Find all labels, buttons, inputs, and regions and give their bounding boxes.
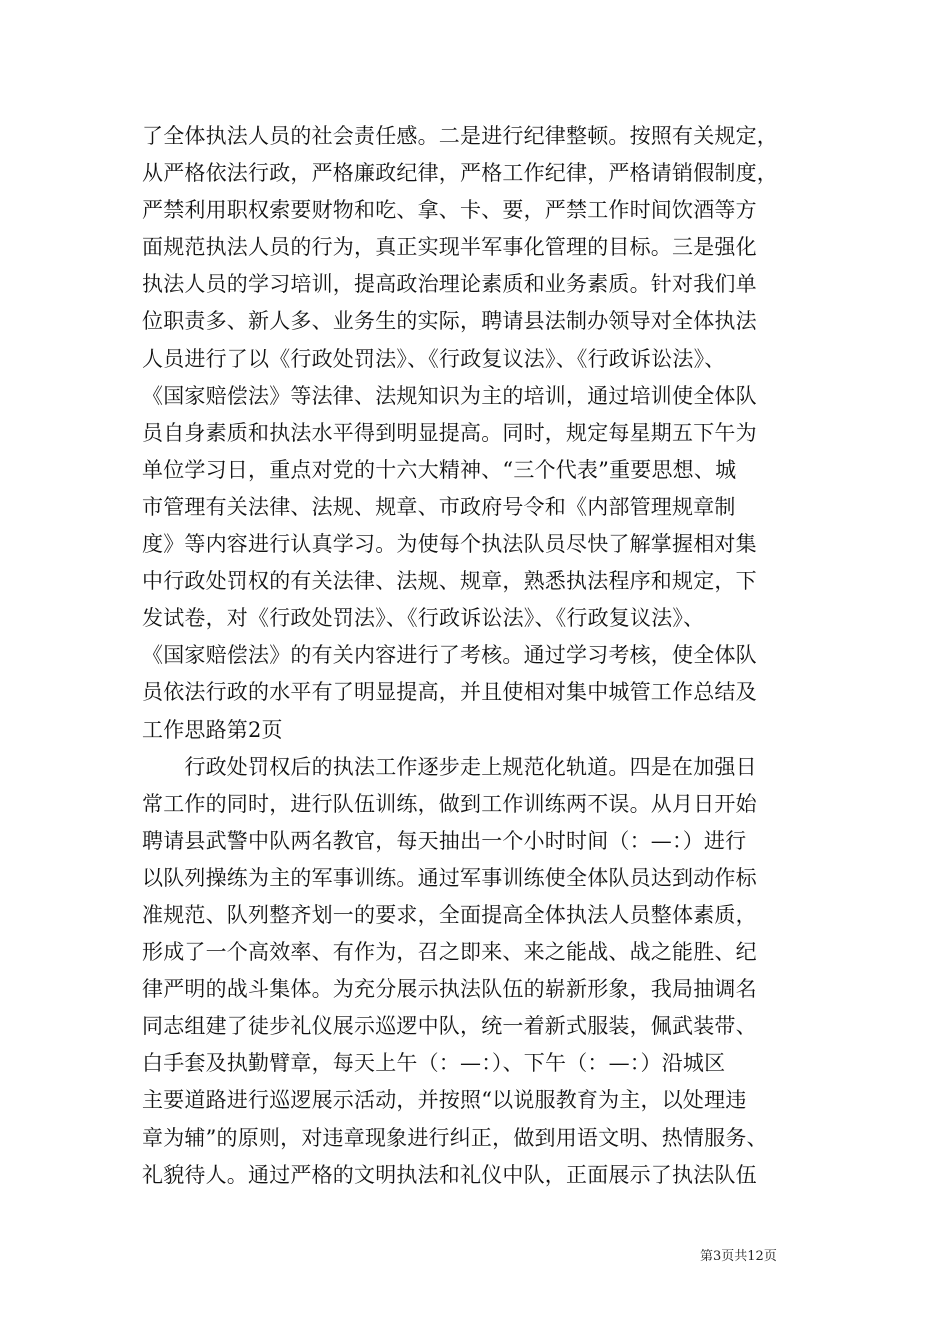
text-line: 同志组建了徒步礼仪展示巡逻中队，统一着新式服装，佩武装带、: [142, 1014, 757, 1039]
text-line: 律严明的战斗集体。为充分展示执法队伍的崭新形象，我局抽调名: [142, 977, 757, 1002]
text-line: 工作思路第2页: [142, 717, 283, 742]
text-line: 《国家赔偿法》的有关内容进行了考核。通过学习考核，使全体队: [142, 643, 757, 668]
text-line: 了全体执法人员的社会责任感。二是进行纪律整顿。按照有关规定，: [142, 124, 778, 148]
text-line: 面规范执法人员的行为，真正实现半军事化管理的目标。三是强化: [142, 235, 757, 260]
text-line: 市管理有关法律、法规、规章、市政府号令和《内部管理规章制: [142, 494, 736, 519]
text-line: 中行政处罚权的有关法律、法规、规章，熟悉执法程序和规定，下: [142, 569, 757, 594]
page-footer: 第3页共12页: [700, 1249, 777, 1264]
text-line: 行政处罚权后的执法工作逐步走上规范化轨道。四是在加强日: [142, 754, 757, 779]
text-line: 员依法行政的水平有了明显提高，并且使相对集中城管工作总结及: [142, 680, 757, 705]
text-line: 章为辅”的原则，对违章现象进行纠正，做到用语文明、热情服务、: [142, 1125, 768, 1150]
text-line: 单位学习日，重点对党的十六大精神、“三个代表”重要思想、城: [142, 457, 737, 482]
text-line: 执法人员的学习培训，提高政治理论素质和业务素质。针对我们单: [142, 272, 757, 297]
text-line: 以队列操练为主的军事训练。通过军事训练使全体队员达到动作标: [142, 865, 757, 890]
text-line: 主要道路进行巡逻展示活动，并按照“以说服教育为主，以处理违: [142, 1088, 747, 1113]
text-line: 形成了一个高效率、有作为，召之即来、来之能战、战之能胜、纪: [142, 940, 757, 965]
text-line: 常工作的同时，进行队伍训练，做到工作训练两不误。从月日开始: [142, 791, 757, 816]
text-line: 严禁利用职权索要财物和吃、拿、卡、要，严禁工作时间饮酒等方: [142, 198, 757, 223]
text-line: 员自身素质和执法水平得到明显提高。同时，规定每星期五下午为: [142, 420, 757, 445]
text-line: 聘请县武警中队两名教官，每天抽出一个小时时间（：—：）进行: [142, 828, 747, 853]
text-line: 礼貌待人。通过严格的文明执法和礼仪中队，正面展示了执法队伍: [142, 1162, 757, 1187]
text-line: 位职责多、新人多、业务生的实际，聘请县法制办领导对全体执法: [142, 309, 757, 334]
text-line: 从严格依法行政，严格廉政纪律，严格工作纪律，严格请销假制度，: [142, 161, 778, 186]
text-line: 准规范、队列整齐划一的要求，全面提高全体执法人员整体素质，: [142, 902, 757, 927]
text-line: 《国家赔偿法》等法律、法规知识为主的培训，通过培训使全体队: [142, 383, 757, 408]
text-line: 度》等内容进行认真学习。为使每个执法队员尽快了解掌握相对集: [142, 532, 757, 557]
text-line: 人员进行了以《行政处罚法》、《行政复议法》、《行政诉讼法》、: [142, 346, 726, 371]
text-line: 发试卷，对《行政处罚法》、《行政诉讼法》、《行政复议法》、: [142, 606, 705, 631]
body-text: [142, 118, 822, 1194]
text-line: 白手套及执勤臂章，每天上午（：—：）、下午（：—：）沿城区: [142, 1051, 726, 1076]
